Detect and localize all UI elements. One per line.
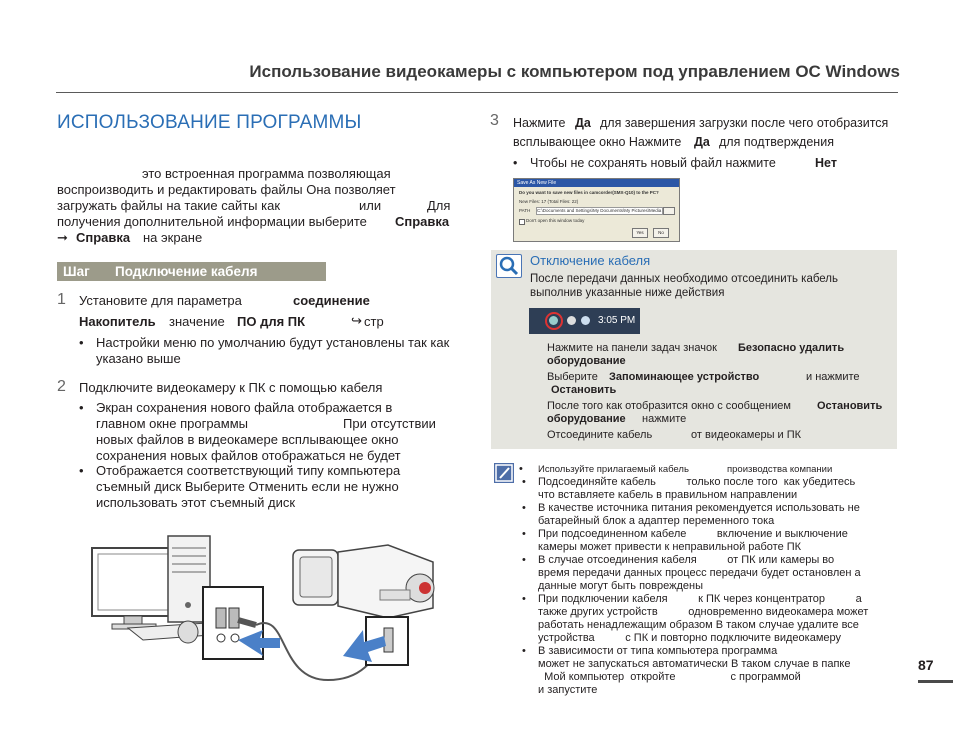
note-title: Отключение кабеля bbox=[530, 253, 651, 268]
memo-bullet-3-mark: • bbox=[522, 502, 526, 514]
memo-pencil-icon bbox=[494, 463, 514, 483]
memo-7-l2: может не запускаться автоматически В таком случае в папке bbox=[538, 658, 851, 670]
note-step-1a: Нажмите на панели задач значок bbox=[547, 342, 717, 354]
memo-3-l2: батарейный блок а адаптер переменного тока bbox=[538, 515, 775, 527]
intro-line-1: это встроенная программа позволяющая bbox=[142, 166, 391, 181]
memo-7-l1: В зависимости от типа компьютера программа bbox=[538, 645, 778, 657]
tray-icon bbox=[581, 316, 590, 325]
step-2-bullet-2-l2: съемный диск Выберите Отменить если не нужно bbox=[96, 479, 399, 494]
page-number-rule bbox=[918, 680, 953, 683]
dialog-yes-button[interactable]: Yes bbox=[632, 228, 648, 238]
step-2-text: Подключите видеокамеру к ПК с помощью кабеля bbox=[79, 380, 383, 395]
memo-7-l3: Мой компьютер откройте с программой bbox=[538, 671, 801, 683]
memo-1b: производства компании bbox=[727, 464, 833, 475]
step-1-line-2c: ПО для ПК bbox=[237, 314, 306, 329]
step-bar-label: Шаг bbox=[63, 264, 90, 279]
step-2-bullet-1-l2b: При отсутствии bbox=[343, 416, 436, 431]
note-step-2a: Выберите bbox=[547, 371, 598, 383]
step-2-bullet-2-l1: • Отображается соответствующий типу компьютера bbox=[96, 463, 400, 479]
step-3-bullet: • Чтобы не сохранять новый файл нажмите bbox=[530, 155, 776, 171]
page-ref-arrow-icon: ↪ bbox=[351, 313, 362, 328]
header-divider bbox=[56, 92, 898, 93]
note-line-1: После передачи данных необходимо отсоединить кабель bbox=[530, 273, 839, 285]
dialog-no-button[interactable]: No bbox=[653, 228, 669, 238]
note-step-2d: Остановить bbox=[551, 384, 617, 396]
camcorder-icon bbox=[293, 545, 434, 618]
note-step-3b: Остановить bbox=[817, 400, 883, 412]
step-1-line-1a: Установите для параметра bbox=[79, 293, 242, 308]
dialog-path-field[interactable]: C:\Documents and Settings\My Documents\My Pictures\Media bbox=[537, 208, 662, 213]
note-step-1c: оборудование bbox=[547, 355, 626, 367]
dialog-path-label: PATH bbox=[519, 208, 531, 213]
memo-4-l1: При подсоединенном кабеле включение и выключение bbox=[538, 528, 848, 540]
note-step-4b: от видеокамеры и ПК bbox=[691, 429, 802, 441]
memo-7-l4: и запустите bbox=[538, 684, 598, 696]
dialog-title: Save As New File bbox=[514, 179, 679, 187]
step-bar-title: Подключение кабеля bbox=[115, 264, 258, 279]
intro-line-3c: Для bbox=[427, 198, 451, 213]
arrow-glyph: ➞ bbox=[57, 230, 68, 245]
intro-help-label: Справка bbox=[395, 214, 450, 229]
step-2-bullet-1-l3: новых файлов в видеокамере всплывающее окно bbox=[96, 432, 399, 447]
intro-line-3b: или bbox=[359, 198, 382, 213]
note-step-4a: Отсоедините кабель bbox=[547, 429, 653, 441]
note-step-2c: и нажмите bbox=[806, 371, 860, 383]
step-3-line-2a: всплывающее окно Нажмите bbox=[513, 135, 682, 149]
note-step-3c: оборудование bbox=[547, 413, 626, 425]
intro-line-3a: загружать файлы на такие сайты как bbox=[57, 198, 281, 213]
note-step-1b: Безопасно удалить bbox=[738, 342, 845, 354]
memo-bullet-6-mark: • bbox=[522, 593, 526, 605]
page-header-title: Использование видеокамеры с компьютером под управлением ОС Windows bbox=[249, 62, 900, 81]
step-3-yes-2: Да bbox=[694, 135, 710, 149]
magnifier-icon bbox=[496, 254, 522, 278]
step-1-line-2d: стр bbox=[364, 314, 384, 329]
memo-bullet-7-mark: • bbox=[522, 645, 526, 657]
step-1-number: 1 bbox=[57, 291, 66, 308]
intro-line-4a: получения дополнительной информации выберите bbox=[57, 214, 367, 229]
step-1-bullet: • Настройки меню по умолчанию будут установлены так как указано выше bbox=[96, 335, 456, 367]
step-3-number: 3 bbox=[490, 112, 499, 129]
memo-5-l1: В случае отсоединения кабеля от ПК или камеры во bbox=[538, 554, 835, 566]
note-line-2: выполнив указанные ниже действия bbox=[530, 287, 725, 299]
dialog-browse-button[interactable] bbox=[663, 207, 675, 215]
memo-bullet-4-mark: • bbox=[522, 528, 526, 540]
intro-help-label-2: Справка bbox=[76, 230, 131, 245]
tray-clock: 3:05 PM bbox=[598, 315, 636, 326]
note-step-3a: После того как отобразится окно с сообщением bbox=[547, 400, 791, 412]
intro-line-5c: на экране bbox=[143, 230, 203, 245]
step-3-no: Нет bbox=[815, 156, 837, 170]
note-step-3d: нажмите bbox=[642, 413, 687, 425]
memo-2-l1: Подсоединяйте кабель только после того как убедитесь bbox=[538, 476, 856, 488]
step-1-line-1b: соединение bbox=[293, 293, 370, 308]
connection-illustration bbox=[88, 530, 448, 690]
step-1-line-2b: значение bbox=[169, 314, 225, 329]
step-2-number: 2 bbox=[57, 378, 66, 395]
memo-6-l3: работать ненадлежащим образом В таком случае удалите все bbox=[538, 619, 859, 631]
intro-line-2: воспроизводить и редактировать файлы Она позволяет bbox=[57, 182, 396, 197]
step-2-bullet-1-l4: сохранения новых файлов отображаться не будет bbox=[96, 448, 401, 463]
memo-5-l2: время передачи данных процесс передачи будет остановлен а bbox=[538, 567, 861, 579]
save-new-file-dialog bbox=[513, 178, 680, 242]
mouse-icon bbox=[178, 621, 198, 643]
memo-1a: Используйте прилагаемый кабель bbox=[538, 464, 689, 475]
memo-6-l4: устройства с ПК и повторно подключите видеокамеру bbox=[538, 632, 841, 644]
memo-4-l2: камеры может привести к неправильной работе ПК bbox=[538, 541, 802, 553]
step-3-yes-1: Да bbox=[575, 116, 591, 130]
section-title: ИСПОЛЬЗОВАНИЕ ПРОГРАММЫ bbox=[57, 112, 362, 133]
dialog-checkbox[interactable] bbox=[519, 219, 525, 225]
step-bar bbox=[57, 262, 326, 281]
step-2-bullet-1-l1: • Экран сохранения нового файла отображается в bbox=[96, 400, 392, 416]
step-1-line-2a: Накопитель bbox=[79, 314, 156, 329]
tray-icon bbox=[567, 316, 576, 325]
step-2-bullet-1-l2a: главном окне программы bbox=[96, 416, 248, 431]
dialog-checkbox-label: Don't open this window today bbox=[526, 218, 585, 223]
step-3-line-1a: Нажмите bbox=[513, 116, 566, 130]
memo-3-l1: В качестве источника питания рекомендуется использовать не bbox=[538, 502, 860, 514]
memo-6-l1: При подключении кабеля к ПК через концентратор а bbox=[538, 593, 862, 605]
step-2-bullet-2-l3: использовать этот съемный диск bbox=[96, 495, 296, 510]
note-step-2b: Запоминающее устройство bbox=[609, 371, 760, 383]
memo-5-l3: данные могут быть повреждены bbox=[538, 580, 703, 592]
dialog-question: Do you want to save new files in camcorder(SMX-Q10) to the PC? bbox=[519, 190, 659, 195]
memo-2-l2: что вставляете кабель в правильном направлении bbox=[538, 489, 798, 501]
memo-bullet-2-mark: • bbox=[522, 476, 526, 488]
page-number: 87 bbox=[918, 657, 934, 673]
step-3-line-2c: для подтверждения bbox=[719, 135, 834, 149]
memo-bullet-5-mark: • bbox=[522, 554, 526, 566]
memo-bullet-1-mark: • bbox=[519, 463, 523, 475]
dialog-file-count: New Files: 17 (Total Files: 22) bbox=[519, 199, 579, 204]
memo-6-l2: также других устройств одновременно видеокамера может bbox=[538, 606, 869, 618]
step-3-line-1c: для завершения загрузки после чего отобразится bbox=[600, 116, 889, 130]
